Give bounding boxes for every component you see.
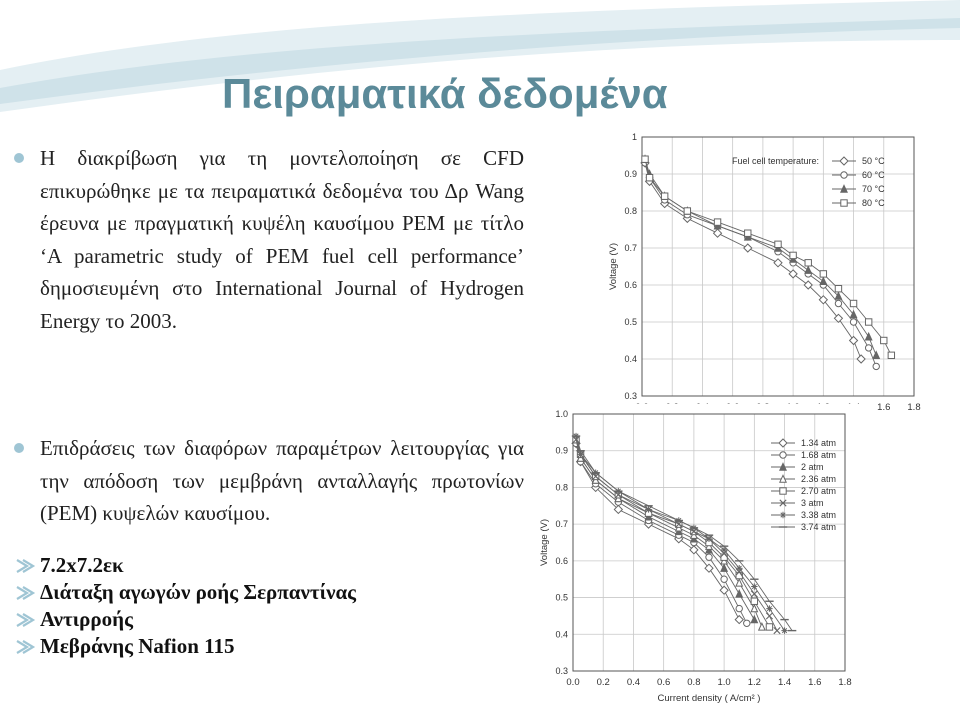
data-point bbox=[835, 286, 841, 292]
data-point bbox=[735, 616, 743, 624]
y-tick-label: 1.0 bbox=[555, 409, 568, 419]
data-point bbox=[841, 172, 847, 178]
series-3-74-atm bbox=[572, 436, 796, 631]
series-line bbox=[576, 443, 739, 619]
data-point bbox=[790, 252, 796, 258]
bullet-effects-text: Επιδράσεις των διαφόρων παραμέτρων λειτουργίας για την απόδοση των μεμβράνη ανταλλαγής πρωτονίων (PEM) κυψελών καυσίμου. bbox=[40, 436, 524, 526]
x-axis-label: Current density ( A/cm² ) bbox=[657, 693, 761, 704]
arrow-bullet-icon bbox=[14, 612, 36, 628]
data-point bbox=[820, 278, 826, 285]
y-tick-label: 0.6 bbox=[624, 280, 637, 290]
data-point bbox=[775, 241, 781, 247]
series-line bbox=[645, 163, 876, 367]
x-tick-label: 0.2 bbox=[596, 677, 610, 688]
y-tick-label: 0.7 bbox=[624, 243, 637, 253]
arrow-bullet-icon bbox=[14, 558, 36, 574]
data-point bbox=[865, 345, 871, 351]
series-2-atm bbox=[573, 436, 758, 623]
legend-label: 1.34 atm bbox=[801, 438, 837, 448]
x-tick-label: 1.8 bbox=[838, 677, 852, 688]
legend-label: 3.74 atm bbox=[801, 522, 837, 532]
data-point bbox=[736, 605, 742, 611]
x-tick-label: 1.0 bbox=[717, 677, 731, 688]
spec-item-label: Μεβράνης Nafion 115 bbox=[40, 634, 235, 658]
y-tick-label: 0.8 bbox=[555, 482, 568, 493]
x-tick-label: 0.4 bbox=[626, 677, 641, 688]
data-point bbox=[744, 620, 750, 626]
data-point bbox=[646, 175, 652, 181]
data-point bbox=[888, 352, 894, 358]
data-point bbox=[865, 319, 871, 325]
legend bbox=[732, 156, 885, 208]
y-tick-label: 1 bbox=[631, 132, 637, 142]
data-point bbox=[766, 624, 772, 630]
data-point bbox=[873, 363, 879, 369]
y-tick-label: 0.6 bbox=[555, 555, 568, 566]
spec-item-label: 7.2x7.2εκ bbox=[40, 553, 124, 577]
legend-label: 1.68 atm bbox=[801, 450, 837, 460]
data-point bbox=[642, 156, 648, 162]
data-point bbox=[721, 576, 727, 582]
data-point bbox=[774, 259, 782, 267]
data-point bbox=[780, 512, 786, 518]
series-line bbox=[645, 163, 861, 359]
series-1-34-atm bbox=[572, 439, 743, 623]
data-point bbox=[721, 547, 727, 553]
arrow-bullet-icon bbox=[14, 639, 36, 655]
spec-item bbox=[14, 606, 514, 633]
series-2-36-atm bbox=[573, 436, 765, 630]
data-point bbox=[714, 219, 720, 225]
data-point bbox=[714, 229, 722, 237]
legend-label: 70 °C bbox=[862, 184, 885, 194]
data-point bbox=[850, 337, 858, 345]
y-tick-label: 0.9 bbox=[624, 169, 637, 179]
legend-label: 60 °C bbox=[862, 170, 885, 180]
data-point bbox=[820, 271, 826, 277]
data-point bbox=[720, 586, 728, 594]
legend-label: 2.70 atm bbox=[801, 486, 837, 496]
data-point bbox=[781, 627, 787, 633]
data-point bbox=[721, 554, 727, 560]
data-point bbox=[840, 157, 848, 165]
bullet-calibration-text: Η διακρίβωση για τη μοντελοποίηση σε CFD επικυρώθηκε με τα πειραματικά δεδομένα του Δρ Wang έρευνα με πραγματική κυψέλη καυσίμου PEM με τίτλο ‘A parametric study of PEM fuel cell performance’ δημοσιευμένη στο International Journal of Hydrogen Energy το 2003. bbox=[40, 146, 524, 333]
bullet-dot bbox=[14, 443, 24, 453]
spec-item bbox=[14, 633, 514, 660]
data-point bbox=[751, 616, 757, 623]
data-point bbox=[706, 554, 712, 560]
data-point bbox=[751, 583, 757, 589]
series-line bbox=[576, 440, 769, 627]
y-tick-label: 0.4 bbox=[624, 354, 637, 364]
y-axis-label: Voltage (V) bbox=[539, 519, 550, 566]
x-tick-label: 1.8 bbox=[907, 402, 921, 413]
legend-label: 2 atm bbox=[801, 462, 824, 472]
data-point bbox=[850, 319, 856, 325]
x-tick-label: 0.0 bbox=[566, 677, 580, 688]
x-tick-label: 0.8 bbox=[687, 677, 701, 688]
series-2-70-atm bbox=[573, 437, 773, 631]
x-tick-label: 0.6 bbox=[657, 677, 671, 688]
data-point bbox=[744, 244, 752, 252]
series-50-c bbox=[641, 159, 865, 363]
bullet-effects bbox=[14, 432, 524, 530]
y-tick-label: 0.9 bbox=[555, 445, 568, 456]
data-point bbox=[780, 452, 786, 458]
y-axis-label: Voltage (V) bbox=[608, 243, 619, 290]
data-point bbox=[745, 230, 751, 236]
data-point bbox=[751, 598, 757, 604]
temperature-chart-svg bbox=[604, 128, 934, 433]
series-80-c bbox=[642, 156, 895, 359]
series-1-68-atm bbox=[573, 440, 750, 626]
y-tick-label: 0.8 bbox=[624, 206, 637, 216]
data-point bbox=[789, 270, 797, 278]
data-point bbox=[684, 208, 690, 214]
pressure-chart-svg bbox=[535, 404, 863, 716]
y-tick-label: 0.3 bbox=[624, 391, 637, 401]
spec-item bbox=[14, 552, 514, 579]
data-point bbox=[774, 627, 780, 633]
data-point bbox=[780, 488, 786, 494]
pressure-chart bbox=[535, 404, 863, 716]
data-point bbox=[766, 613, 772, 619]
data-point bbox=[766, 605, 772, 611]
slide-title: Πειραματικά δεδομένα bbox=[222, 70, 668, 117]
x-tick-label: 1.6 bbox=[877, 402, 891, 413]
y-tick-label: 0.5 bbox=[624, 317, 637, 327]
data-point bbox=[779, 439, 787, 447]
data-point bbox=[805, 260, 811, 266]
spec-item-label: Αντιρροής bbox=[40, 607, 133, 631]
legend-label: 50 °C bbox=[862, 156, 885, 166]
legend-label: 3.38 atm bbox=[801, 510, 837, 520]
y-tick-label: 0.5 bbox=[555, 592, 568, 603]
data-point bbox=[736, 590, 742, 597]
data-point bbox=[661, 193, 667, 199]
series-line bbox=[576, 443, 747, 623]
arrow-bullet-icon bbox=[14, 585, 36, 601]
legend-label: 2.36 atm bbox=[801, 474, 837, 484]
x-tick-label: 1.6 bbox=[808, 677, 822, 688]
data-point bbox=[841, 200, 847, 206]
spec-item bbox=[14, 579, 514, 606]
y-tick-label: 0.7 bbox=[555, 519, 568, 530]
data-point bbox=[857, 355, 865, 363]
data-point bbox=[850, 300, 856, 306]
spec-list bbox=[14, 552, 514, 660]
legend bbox=[771, 438, 836, 532]
y-tick-label: 0.3 bbox=[555, 666, 568, 676]
series-line bbox=[576, 440, 754, 620]
data-point bbox=[835, 300, 841, 306]
data-point bbox=[736, 565, 742, 571]
data-point bbox=[805, 267, 811, 274]
bullet-dot bbox=[14, 153, 24, 163]
legend-title: Fuel cell temperature: bbox=[732, 156, 820, 166]
bullet-calibration bbox=[14, 142, 524, 337]
spec-item-label: Διάταξη αγωγών ροής Σερπαντίνας bbox=[40, 580, 357, 604]
temperature-chart bbox=[604, 128, 934, 433]
data-point bbox=[881, 337, 887, 343]
x-tick-label: 1.2 bbox=[747, 677, 761, 688]
data-point bbox=[759, 623, 765, 630]
y-tick-label: 0.4 bbox=[555, 629, 568, 640]
legend-label: 80 °C bbox=[862, 198, 885, 208]
legend-label: 3 atm bbox=[801, 498, 824, 508]
x-tick-label: 1.4 bbox=[777, 677, 792, 688]
data-point bbox=[873, 352, 879, 359]
